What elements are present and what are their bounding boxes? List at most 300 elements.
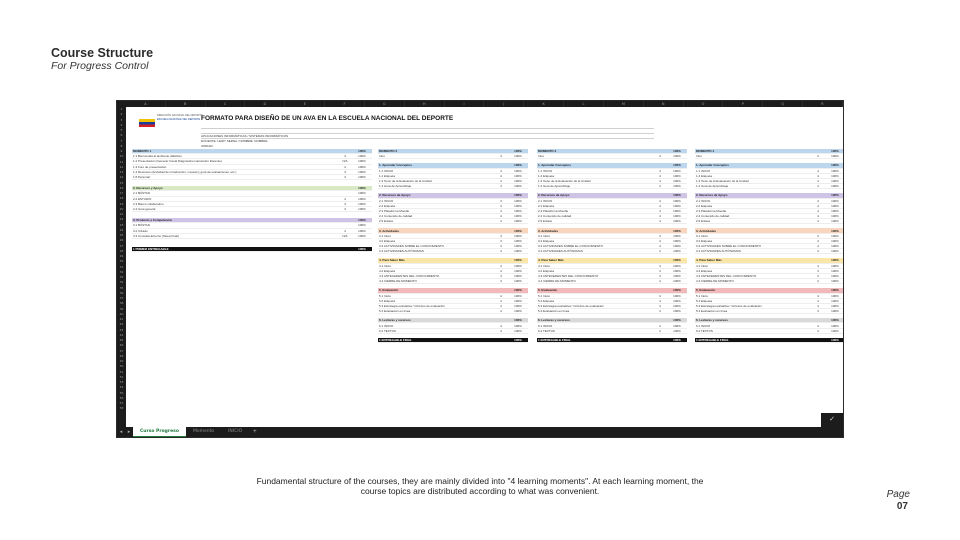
row-label: 5.2 Etiqueta [696,298,713,303]
row-number[interactable]: 55 [119,390,124,395]
row-label: 4. Para Saber Más [379,258,405,263]
row-count: 4 [500,293,502,298]
row-percent: 100% [514,208,522,213]
column-letter[interactable]: E [285,101,325,107]
row-label: 6.1 INICIO [538,323,553,328]
row-number[interactable]: 20 [119,206,124,211]
row-percent: 100% [831,337,839,342]
row-count: 4 [500,238,502,243]
row-number[interactable]: 49 [119,359,124,363]
page-label: Page [886,489,910,500]
row-count: 4 [500,303,502,308]
row-count: 4 [500,179,502,184]
page-subtitle: For Progress Control [51,60,149,72]
row-label: 2.1 INICIO [538,198,553,203]
column-letter[interactable]: Q [763,101,803,107]
row-percent: 100% [831,263,839,268]
column-letter[interactable]: N [644,101,684,107]
row-percent: 100% [673,154,681,159]
row-percent: 100% [358,154,366,159]
column-letter[interactable]: C [206,101,246,107]
row-number[interactable]: 26 [119,238,124,243]
figure-caption: Fundamental structure of the courses, they are mainly divided into "4 learning moments". At each learning moment, the course topics are distributed according to what was convenient. [256,476,704,496]
row-count: N/A [342,159,348,164]
row-label: 2.5 Enlace [696,219,711,224]
row-count: 4 [817,203,819,208]
row-percent: 100% [358,207,366,212]
row-percent: 100% [358,159,366,164]
row-label: 5.2 Etiqueta [538,298,555,303]
row-count: 4 [500,244,502,249]
row-label: 3. Actividades [379,228,400,233]
row-label: 4.2 Etiqueta [538,268,555,273]
column-letter[interactable]: H [405,101,445,107]
row-number[interactable]: 9 [120,149,123,153]
row-number[interactable]: 27 [119,243,124,248]
row-label: 4.1 Inicio [538,263,551,268]
check-icon[interactable]: ✓ [821,413,843,427]
row-percent: 100% [673,249,681,254]
row-label: 4.1 Inicio [696,263,709,268]
row-number[interactable]: 25 [119,233,124,237]
row-number[interactable]: 11 [119,159,124,164]
row-percent: 100% [673,337,681,342]
row-count: 4 [500,279,502,284]
row-label: 1.1 INICIO [379,168,394,173]
column-letter[interactable]: J [484,101,524,107]
row-percent: 100% [831,323,839,328]
column-letter[interactable]: B [166,101,206,107]
row-label: 5.3 Estrategia evaluativa / Criterios de evaluación [538,303,604,308]
row-label: MOMENTO 4 [696,149,715,154]
row-label: 4. Para Saber Más [696,258,722,263]
row-count: 4 [659,173,661,178]
row-percent: 100% [358,164,366,169]
row-number[interactable]: 47 [119,348,124,353]
row-number[interactable]: 46 [119,343,124,348]
row-label: 1.5 Personal [133,175,150,180]
row-label: 3.2 Etiqueta [538,238,555,243]
row-label: 2.4 Contenido de calidad [379,214,413,219]
row-number[interactable]: 13 [119,170,124,174]
row-percent: 100% [358,191,366,196]
row-percent: 100% [358,233,366,238]
row-percent: 100% [673,303,681,308]
column-letter[interactable]: A [126,101,166,107]
row-percent: 100% [673,279,681,284]
row-number[interactable]: 37 [119,296,124,300]
row-label: 4.2 Etiqueta [696,268,713,273]
row-count: 4 [817,309,819,314]
add-sheet-icon[interactable]: + [253,429,257,435]
row-percent: 100% [514,293,522,298]
row-label: 1.2 Etiqueta [379,173,396,178]
total-row[interactable] [537,338,687,343]
row-number[interactable]: 45 [119,338,124,342]
row-percent: 100% [831,228,839,233]
row-percent: 100% [673,263,681,268]
tab-curso-progreso[interactable]: Curso Progreso [133,427,186,437]
row-percent: 100% [514,163,522,168]
row-number[interactable]: 7 [120,138,123,143]
row-label: 3. Actividades [538,228,559,233]
row-percent: 100% [514,263,522,268]
row-percent: 100% [358,218,366,223]
row-percent: 100% [673,293,681,298]
row-label: 2. Recursos de Apoyo [696,193,728,198]
row-percent: 100% [673,238,681,243]
row-percent: 100% [673,184,681,189]
column-letter[interactable]: P [723,101,763,107]
row-number[interactable]: 16 [119,185,124,190]
tab-momento[interactable]: Momento [192,429,215,434]
row-percent: 100% [514,179,522,184]
row-number[interactable]: 2 [120,112,123,117]
sheet-grid[interactable] [126,107,843,427]
row-label: MOMENTO 1 [133,149,152,154]
row-count: 4 [344,154,346,159]
row-label: 2. Recursos de Apoyo [379,193,411,198]
row-percent: 100% [514,203,522,208]
row-label: 1. Aprender Conceptos [379,163,412,168]
row-label: 4.3 ANTECEDENTES DEL CONOCIMIENTO [696,274,757,279]
row-count: 4 [817,173,819,178]
column-letter[interactable]: D [245,101,285,107]
row-percent: 100% [514,249,522,254]
row-percent: 100% [831,203,839,208]
table-row[interactable] [132,234,372,239]
row-label: 6.1 INICIO [696,323,711,328]
row-number[interactable]: 34 [119,280,124,285]
row-percent: 100% [673,163,681,168]
row-count: 4 [500,268,502,273]
row-label: 2.1 INICIO [696,198,711,203]
row-label: 1.1 INICIO [696,168,711,173]
row-count: 4 [817,238,819,243]
row-count: 4 [659,244,661,249]
table-row[interactable] [132,207,372,212]
row-count: 4 [500,249,502,254]
row-percent: 100% [673,323,681,328]
row-count: 4 [817,168,819,173]
row-number[interactable]: 1 [120,107,123,111]
row-label: 2.5 Enlace [379,219,394,224]
row-count: 4 [659,233,661,238]
row-count: 4 [659,198,661,203]
row-count: 4 [659,214,661,219]
row-count: 4 [659,309,661,314]
row-number[interactable]: 24 [119,227,124,232]
row-percent: 100% [831,193,839,198]
row-percent: 100% [514,193,522,198]
row-count: 4 [500,173,502,178]
row-number[interactable]: 40 [119,311,124,316]
row-number[interactable]: 41 [119,317,124,321]
form-line: DOCENTE: LEIDY SERNA / NOMBRE: NOMBRE [201,129,654,134]
row-number[interactable]: 50 [119,364,124,369]
row-count: 4 [659,154,661,159]
column-letter[interactable]: I [445,101,485,107]
row-number[interactable]: 6 [120,133,123,138]
row-number[interactable]: 18 [119,196,124,201]
row-percent: 100% [358,169,366,174]
row-percent: 100% [831,288,839,293]
row-percent: 100% [673,318,681,323]
row-count: 4 [344,207,346,212]
row-number[interactable]: 42 [119,322,124,327]
column-letter[interactable]: G [365,101,405,107]
row-label: 2.3 Plataforma Moodle [379,208,410,213]
row-number[interactable]: 52 [119,374,124,379]
row-count: 4 [817,154,819,159]
row-label: 6.2 TEXTOS [379,328,396,333]
row-percent: 100% [831,198,839,203]
logo-subtext: ESCUELA NACIONAL DEL DEPORTE [157,118,201,121]
row-count: 4 [500,198,502,203]
row-number[interactable]: 56 [119,395,124,400]
total-row[interactable] [378,338,528,343]
row-number[interactable]: 19 [119,201,124,206]
column-letter[interactable]: K [524,101,564,107]
left-total-block [132,247,372,252]
row-number[interactable]: 33 [119,275,124,279]
row-percent: 100% [514,244,522,249]
column-letter[interactable]: L [564,101,604,107]
row-number[interactable]: 51 [119,369,124,374]
row-label: 2.2 Etiqueta [696,203,713,208]
row-count: 4 [659,184,661,189]
row-percent: 100% [514,318,522,323]
row-label: 4.2 Etiqueta [379,268,396,273]
row-count: 4 [659,208,661,213]
row-label: 5.4 Evaluación en línea [538,309,570,314]
row-count: 4 [344,175,346,180]
row-percent: 100% [831,274,839,279]
row-percent: 100% [358,186,366,191]
row-count: 4 [344,201,346,206]
row-count: 4 [500,323,502,328]
row-label: 3.2 Etiqueta [379,238,396,243]
row-count: 4 [817,184,819,189]
row-number[interactable]: 14 [119,175,124,180]
row-label: 1.3 Texto de la Evaluación de la Unidad [379,179,432,184]
column-letter[interactable]: R [803,101,843,107]
row-count: 4 [344,196,346,201]
row-label: 5.4 Evaluación en línea [379,309,411,314]
logo-text: DIRECCIÓN NACIONAL DEL DEPORTE [157,114,203,117]
row-count: 4 [817,179,819,184]
row-label: 6.2 TEXTOS [696,328,713,333]
row-label: 1 ENTREGABLE FINAL [538,337,571,342]
row-percent: 100% [673,219,681,224]
row-percent: 100% [514,184,522,189]
tab-inicio[interactable]: INICIO [228,429,243,434]
form-title: FORMATO PARA DISEÑO DE UN AVA EN LA ESCUELA NACIONAL DEL DEPORTE [201,115,454,122]
row-label: 1. Aprender Conceptos [538,163,571,168]
row-label: 3.2 Etiqueta [696,238,713,243]
row-percent: 100% [673,268,681,273]
row-count: 4 [659,268,661,273]
row-label: 2. Recursos y Apoyo [133,186,163,191]
row-label: 4.4 CIERRE DE MOMENTO [538,279,576,284]
row-percent: 100% [673,233,681,238]
row-percent: 100% [831,168,839,173]
row-count: 4 [344,169,346,174]
row-count: 4 [817,249,819,254]
row-percent: 100% [673,193,681,198]
row-label: 1.1 Bienvenida al ambiente didáctico [133,154,182,159]
row-number[interactable]: 10 [119,154,124,159]
moment-column [378,149,528,343]
row-label: Intro [696,154,703,159]
row-number[interactable]: 32 [119,269,124,274]
row-percent: 100% [514,298,522,303]
row-count: 4 [500,214,502,219]
row-number[interactable]: 3 [120,117,123,122]
row-number[interactable]: 57 [119,401,124,405]
row-number[interactable]: 5 [120,128,123,132]
row-percent: 100% [514,219,522,224]
row-number[interactable]: 12 [119,164,124,169]
row-percent: 100% [673,149,681,154]
column-letter[interactable]: M [604,101,644,107]
row-percent: 100% [358,196,366,201]
row-count: 4 [817,328,819,333]
row-count: 4 [817,244,819,249]
row-label: 1.2 Etiqueta [538,173,555,178]
row-percent: 100% [831,238,839,243]
row-count: 4 [817,219,819,224]
row-number[interactable]: 35 [119,285,124,290]
row-label: 4.4 CIERRE DE MOMENTO [696,279,734,284]
row-number[interactable]: 17 [119,191,124,195]
column-letter[interactable]: O [684,101,724,107]
row-percent: 100% [514,274,522,279]
row-label: 3.3 ACTIVIDADES SOBRE EL CONOCIMIENTO [538,244,604,249]
total-row[interactable] [695,338,843,343]
row-label: 1 ENTREGABLE FINAL [379,337,412,342]
row-number[interactable]: 38 [119,301,124,306]
row-number[interactable]: 22 [119,217,124,222]
row-percent: 100% [831,328,839,333]
form-line: UNIDAD: [201,134,654,139]
row-number[interactable]: 43 [119,327,124,332]
row-percent: 100% [514,337,522,342]
row-label: 2.2 Etiqueta [538,203,555,208]
row-percent: 100% [358,228,366,233]
row-number[interactable]: 8 [120,143,123,148]
row-label: 1.3 Foro de presentación [133,164,167,169]
moment-column [537,149,687,343]
tab-scroll-left-icon[interactable]: ◂ [119,429,123,435]
row-percent: 100% [673,288,681,293]
row-label: 3. Actividades [696,228,717,233]
row-percent: 100% [673,214,681,219]
row-label: 5.1 Inicio [538,293,551,298]
row-count: 4 [500,309,502,314]
row-number[interactable]: 39 [119,306,124,311]
row-percent: 100% [673,173,681,178]
row-label: 5.3 Estrategia evaluativa / Criterios de evaluación [379,303,445,308]
row-percent: 100% [514,288,522,293]
row-number[interactable]: 15 [119,180,124,185]
row-label: 2.5 Enlace [538,219,553,224]
row-label: 5.1 Inicio [379,293,392,298]
row-count: 4 [659,263,661,268]
row-percent: 100% [358,149,366,154]
total-row[interactable] [132,247,372,252]
row-label: 6.2 TEXTOS [538,328,555,333]
row-percent: 100% [831,233,839,238]
row-label: 2.1 INICIO [379,198,394,203]
row-percent: 100% [673,203,681,208]
row-percent: 100% [831,179,839,184]
row-number[interactable]: 30 [119,259,124,264]
row-count: 4 [659,298,661,303]
row-number[interactable]: 36 [119,290,124,295]
row-number[interactable]: 4 [120,122,123,127]
row-label: 2.2 Etiqueta [379,203,396,208]
row-number[interactable]: 31 [119,264,124,269]
row-label: 3.1 BÚSTAN [133,223,150,228]
row-number[interactable]: 53 [119,380,124,384]
row-percent: 100% [514,323,522,328]
row-count: 4 [659,293,661,298]
row-percent: 100% [514,238,522,243]
row-number[interactable]: 23 [119,222,124,227]
row-percent: 100% [831,303,839,308]
row-percent: 100% [673,228,681,233]
row-percent: 100% [514,168,522,173]
row-percent: 100% [831,279,839,284]
row-number[interactable]: 58 [119,406,124,411]
row-percent: 100% [831,154,839,159]
row-label: Intro [379,154,386,159]
row-count: 4 [659,303,661,308]
row-number[interactable]: 29 [119,254,124,258]
row-percent: 100% [831,163,839,168]
row-number[interactable]: 21 [119,212,124,216]
row-number[interactable]: 44 [119,332,124,337]
row-label: 4.4 CIERRE DE MOMENTO [379,279,417,284]
row-label: 4.1 Inicio [379,263,392,268]
row-label: 2.2 ESTUDIO [133,196,152,201]
row-number[interactable]: 28 [119,248,124,253]
row-percent: 100% [514,258,522,263]
row-label: 3.3 ACTIVIDADES SOBRE EL CONOCIMIENTO [696,244,762,249]
left-section-block [132,149,372,180]
row-label: 2.1 BÚSTAN [133,191,150,196]
tab-scroll-right-icon[interactable]: ▸ [127,429,131,435]
row-percent: 100% [831,318,839,323]
column-letter[interactable]: F [325,101,365,107]
row-label: 1.4 Guía de Aprendizaje [379,184,412,189]
row-count: 4 [500,168,502,173]
row-number[interactable]: 54 [119,385,124,390]
row-label: 2.4 Contenido de calidad [538,214,572,219]
row-label: 1.4 Guía de Aprendizaje [538,184,571,189]
row-percent: 100% [514,198,522,203]
row-count: 4 [659,238,661,243]
row-count: 4 [500,154,502,159]
row-percent: 100% [831,214,839,219]
row-count: 4 [659,179,661,184]
row-label: 6.1 INICIO [379,323,394,328]
row-count: 4 [500,263,502,268]
row-number[interactable]: 48 [119,353,124,358]
row-percent: 100% [514,328,522,333]
table-row[interactable] [132,175,372,180]
